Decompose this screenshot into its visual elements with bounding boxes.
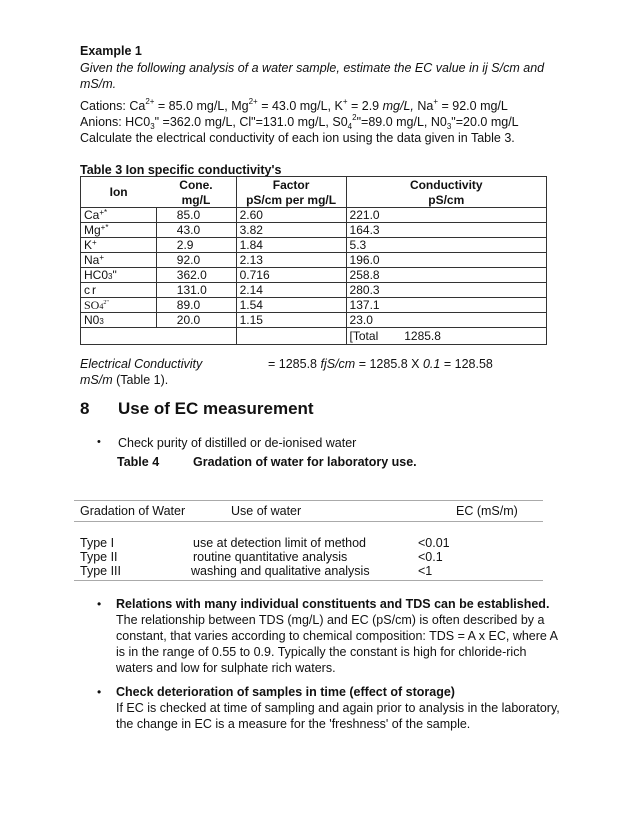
table4-use-cell: use at detection limit of method	[193, 536, 367, 550]
section-title: Use of EC measurement	[118, 399, 314, 418]
ion-cell: Ca+*	[81, 208, 157, 223]
table-row	[81, 268, 547, 283]
hco3-sub: 3	[150, 122, 155, 131]
table4-ec-cell: <1	[418, 564, 433, 578]
table4-use-cell: routine quantitative analysis	[193, 550, 348, 564]
cations-line	[80, 99, 508, 113]
conductivity-cell: 5.3	[346, 238, 546, 253]
table4-type-cell: Type I	[80, 536, 115, 550]
bullet-deterioration-line: If EC is checked at time of sampling and again prior to analysis in the laboratory,	[116, 701, 560, 715]
anions-part-a: Anions: HC0	[80, 115, 151, 129]
bullet-relations-line: constant, that varies according to chemical composition: TDS = A x EC, where A	[116, 629, 558, 643]
mg-value: = 43.0 mg/L, K	[257, 99, 343, 113]
calc-instruction: Calculate the electrical conductivity of each ion using the data given in Table 3.	[80, 131, 515, 145]
conc-cell: 92.0	[156, 253, 236, 268]
total-value: 1285.8	[404, 329, 441, 343]
bullet-deterioration	[116, 684, 568, 732]
ec-result-equation: = 1285.8 fjS/cm = 1285.8 X 0.1 = 128.58	[268, 357, 493, 371]
ca-value: = 85.0 mg/L, Mg	[154, 99, 249, 113]
ion-header: Ion	[81, 177, 157, 208]
ca-charge: 2+	[145, 97, 155, 106]
example-prompt	[80, 60, 550, 92]
table4-use-cell: washing and qualitative analysis	[191, 564, 370, 578]
table4-header-gradation: Gradation of Water	[80, 504, 186, 518]
factor-cell: 3.82	[236, 223, 346, 238]
table-row	[81, 298, 547, 313]
bullet-purity: Check purity of distilled or de-ionised water	[118, 436, 357, 450]
conc-unit-header: mg/L	[156, 192, 236, 208]
bullet-relations	[116, 596, 568, 676]
ec-result-line2: mS/m (Table 1).	[80, 373, 169, 387]
conc-cell: 43.0	[156, 223, 236, 238]
factor-unit-header: pS/cm per mg/L	[236, 192, 346, 208]
table-row	[81, 238, 547, 253]
bullet-relations-line: is in the range of 0.55 to 0.9. Typically the constant is high for chloride-rich	[116, 645, 527, 659]
table-row	[81, 223, 547, 238]
factor-cell: 0.716	[236, 268, 346, 283]
bullet-marker: •	[97, 436, 101, 448]
example-heading: Example 1	[80, 44, 142, 58]
na-value: = 92.0 mg/L	[438, 99, 508, 113]
ec-result-label: Electrical Conductivity	[80, 357, 203, 371]
table4-ec-cell: <0.1	[418, 550, 443, 564]
ion-cell: K+	[81, 238, 157, 253]
cations-label: Cations: Ca	[80, 99, 146, 113]
ion-cell: $HC0_3$"	[81, 268, 157, 283]
example-prompt-line2: mS/m.	[80, 77, 117, 91]
total-blank-cell	[81, 328, 237, 345]
ion-cell: Mg+*	[81, 223, 157, 238]
anions-part-c: "=89.0 mg/L, N0	[356, 115, 447, 129]
anions-line	[80, 115, 519, 129]
section-number: 8	[80, 399, 90, 418]
conductivity-cell: 164.3	[346, 223, 546, 238]
conductivity-cell: 221.0	[346, 208, 546, 223]
bullet-relations-line: The relationship between TDS (mg/L) and EC (pS/cm) is often described by a	[116, 613, 545, 627]
table4-header-rule	[74, 521, 543, 522]
conductivity-header: Conductivity	[346, 177, 546, 193]
bullet-marker: •	[97, 597, 102, 611]
ion-cell: $N0_3$	[81, 313, 157, 328]
conc-cell: 2.9	[156, 238, 236, 253]
conductivity-cell: 280.3	[346, 283, 546, 298]
bullet-deterioration-line: the change in EC is a measure for the 'freshness' of the sample.	[116, 717, 471, 731]
anions-part-d: "=20.0 mg/L	[451, 115, 519, 129]
table4-header-ec: EC (mS/m)	[456, 504, 518, 518]
factor-header: Factor	[236, 177, 346, 193]
ion-conductivity-table	[80, 176, 547, 345]
table4-type-cell: Type II	[80, 550, 118, 564]
conc-cell: 362.0	[156, 268, 236, 283]
so4-charge: 2	[352, 113, 357, 122]
conductivity-cell: 137.1	[346, 298, 546, 313]
k-value: = 2.9	[347, 99, 383, 113]
table4-label: Table 4	[117, 455, 160, 469]
bullet-relations-line: waters and low for sulphate rich waters.	[116, 661, 336, 675]
conductivity-cell: 23.0	[346, 313, 546, 328]
no3-sub: 3	[446, 122, 452, 131]
table-row	[81, 313, 547, 328]
table-total-row	[81, 328, 547, 345]
anions-part-b: " =362.0 mg/L, Cl"=131.0 mg/L, S0	[154, 115, 348, 129]
na-charge: +	[433, 97, 439, 106]
bullet-marker: •	[97, 685, 102, 699]
ion-cell: Na+	[81, 253, 157, 268]
table4-top-rule	[74, 500, 543, 501]
total-label: [Total	[349, 329, 379, 343]
factor-cell: 1.54	[236, 298, 346, 313]
table4-ec-cell: <0.01	[418, 536, 450, 550]
conc-cell: 89.0	[156, 298, 236, 313]
conductivity-unit-header: pS/cm	[346, 192, 546, 208]
factor-cell: 2.13	[236, 253, 346, 268]
conc-cell: 131.0	[156, 283, 236, 298]
table-row	[81, 283, 547, 298]
table4-type-cell: Type III	[80, 564, 121, 578]
table4-bottom-rule	[74, 580, 543, 581]
table4-header-use: Use of water	[231, 504, 302, 518]
factor-cell: 1.15	[236, 313, 346, 328]
k-unit: mg/L,	[382, 99, 414, 113]
factor-cell: 2.60	[236, 208, 346, 223]
conductivity-cell: 258.8	[346, 268, 546, 283]
conc-cell: 20.0	[156, 313, 236, 328]
ion-cell: $SO_4^{2"}$	[81, 298, 157, 313]
bullet-deterioration-title: Check deterioration of samples in time (effect of storage)	[116, 685, 455, 699]
table3-caption: Table 3 Ion specific conductivity's	[80, 163, 282, 177]
so4-sub: 4	[347, 122, 353, 131]
mg-charge: 2+	[248, 97, 258, 106]
table4-title: Gradation of water for laboratory use.	[193, 455, 417, 469]
conc-header: Cone.	[156, 177, 236, 193]
conductivity-cell: 196.0	[346, 253, 546, 268]
bullet-relations-title: Relations with many individual constituents and TDS can be established.	[116, 597, 550, 611]
k-charge: +	[342, 97, 348, 106]
example-prompt-line1: Given the following analysis of a water sample, estimate the EC value in ij S/cm and	[80, 61, 545, 75]
table-row	[81, 208, 547, 223]
factor-cell: 1.84	[236, 238, 346, 253]
ec-result-line1	[80, 357, 202, 371]
table-row	[81, 253, 547, 268]
total-cell	[346, 328, 546, 345]
na-label: Na	[413, 99, 434, 113]
ion-cell: cr	[81, 283, 157, 298]
factor-cell: 2.14	[236, 283, 346, 298]
total-blank-cell-2	[236, 328, 346, 345]
table3-header-row	[81, 177, 547, 193]
conc-cell: 85.0	[156, 208, 236, 223]
